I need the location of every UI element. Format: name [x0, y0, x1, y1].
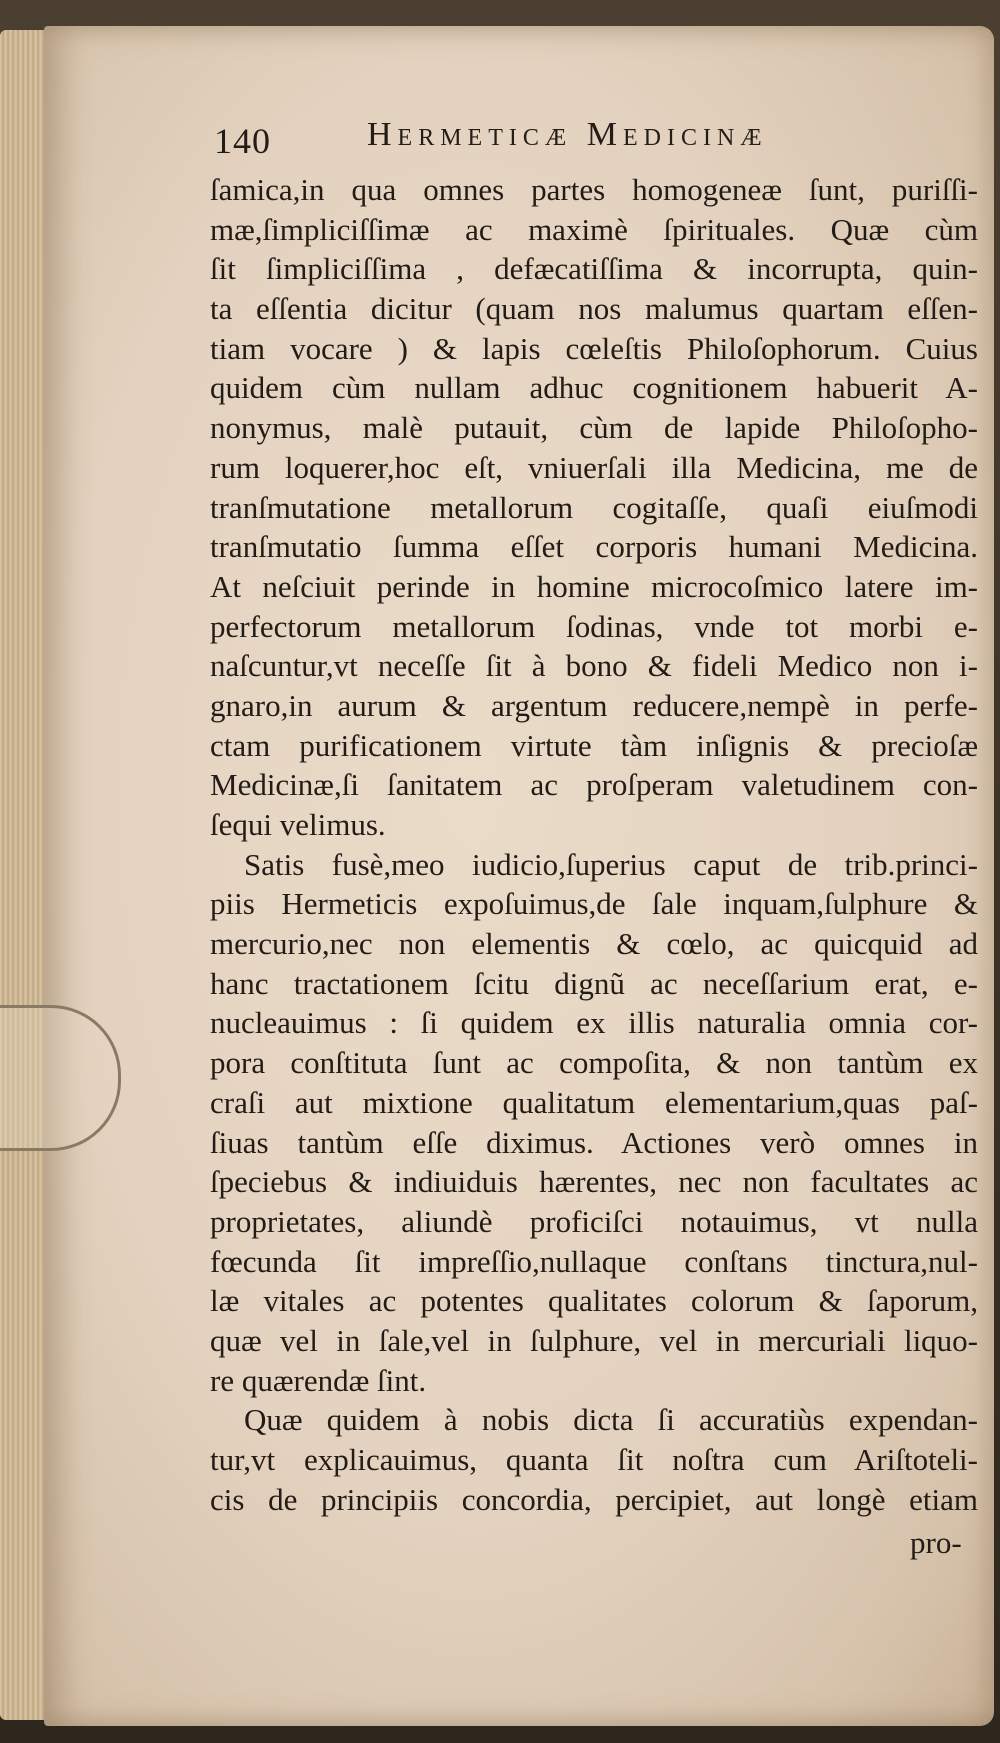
- text-line: ta eſſentia dicitur (quam nos malumus quartam eſſen-: [210, 291, 978, 327]
- text-line-paragraph-end: re quærendæ ſint.: [210, 1362, 427, 1398]
- text-line-paragraph-start: Satis fusè,meo iudicio,ſuperius caput de trib.princi-: [244, 846, 978, 882]
- text-line: mercurio,nec non elementis & cœlo, ac quicquid ad: [210, 926, 978, 962]
- text-line-paragraph-end: ſequi velimus.: [210, 807, 386, 842]
- text-line: cis de principiis concordia, percipiet, aut longè etiam: [210, 1481, 978, 1517]
- text-line: ſpeciebus & indiuiduis hærentes, nec non facultates ac: [210, 1164, 978, 1200]
- text-line: craſi aut mixtione qualitatum elementarium,quas paſ-: [210, 1084, 978, 1120]
- text-line: proprietates, aliundè proficiſci notauimus, vt nulla: [210, 1203, 978, 1239]
- text-line: nonymus, malè putauit, cùm de lapide Philoſopho-: [210, 410, 978, 446]
- text-line: naſcuntur,vt neceſſe ſit à bono & fideli Medico non i-: [210, 648, 978, 684]
- page-number: 140: [214, 121, 271, 161]
- running-title: Hermeticæ Medicinæ: [367, 116, 768, 153]
- text-line: ſamica,in qua omnes partes homogeneæ ſunt, puriſſi-: [210, 172, 978, 207]
- text-line: At neſciuit perinde in homine microcoſmico latere im-: [210, 568, 978, 604]
- text-line: tiam vocare ) & lapis cœleſtis Philoſophorum. Cuius: [210, 330, 978, 366]
- text-line: mæ,ſimpliciſſimæ ac maximè ſpirituales. Quæ cùm: [210, 211, 978, 247]
- text-line: hanc tractationem ſcitu dignũ ac neceſſarium erat, e-: [210, 965, 978, 1001]
- page-stack-edge: [0, 30, 48, 1720]
- text-line: tur,vt explicauimus, quanta ſit noſtra cum Ariſtoteli-: [210, 1442, 978, 1477]
- text-line: fœcunda ſit impreſſio,nullaque conſtans tinctura,nul-: [210, 1243, 978, 1279]
- text-line: piis Hermeticis expoſuimus,de ſale inquam,ſulphure &: [210, 886, 978, 922]
- text-line: ſit ſimpliciſſima , defæcatiſſima & incorrupta, quin-: [210, 251, 978, 287]
- text-line: perfectorum metallorum ſodinas, vnde tot morbi e-: [210, 608, 978, 644]
- text-line: læ vitales ac potentes qualitates colorum & ſaporum,: [210, 1283, 978, 1319]
- text-line: quæ vel in ſale,vel in ſulphure, vel in mercuriali liquo-: [210, 1322, 978, 1358]
- text-line: rum loquerer,hoc eſt, vniuerſali illa Medicina, me de: [210, 449, 978, 485]
- text-line: ſiuas tantùm eſſe diximus. Actiones verò omnes in: [210, 1124, 978, 1160]
- text-line-paragraph-start: Quæ quidem à nobis dicta ſi accuratiùs expendan-: [244, 1402, 978, 1438]
- catchword: pro-: [910, 1525, 962, 1560]
- text-line: tranſmutatione metallorum cogitaſſe, quaſi eiuſmodi: [210, 489, 978, 525]
- text-line: nucleauimus : ſi quidem ex illis naturalia omnia cor-: [210, 1005, 978, 1041]
- body-text: [210, 170, 978, 1519]
- text-line: quidem cùm nullam adhuc cognitionem habuerit A-: [210, 370, 978, 406]
- text-line: tranſmutatio ſumma eſſet corporis humani Medicina.: [210, 529, 978, 565]
- text-line: gnaro,in aurum & argentum reducere,nempè in perfe-: [210, 687, 978, 723]
- text-line: Medicinæ,ſi ſanitatem ac proſperam valetudinem con-: [210, 767, 978, 803]
- text-line: ctam purificationem virtute tàm inſignis & precioſæ: [210, 727, 978, 763]
- text-line: pora conſtituta ſunt ac compoſita, & non tantùm ex: [210, 1045, 978, 1081]
- running-head: [214, 112, 974, 162]
